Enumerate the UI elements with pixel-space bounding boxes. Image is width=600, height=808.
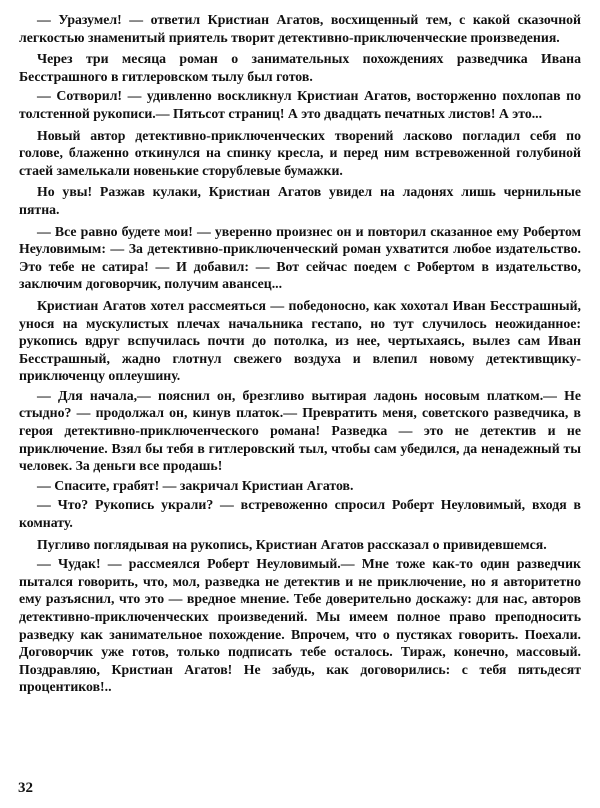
paragraph-3: — Сотворил! — удивленно воскликнул Кристиан Агатов, восторженно похлопав по толстенной рукописи.— Пятьсот страниц! А это двадцать печатных листов! А это...	[19, 88, 581, 121]
paragraph-7: Кристиан Агатов хотел рассмеяться — победоносно, как хохотал Иван Бесстрашный, унося на мускулистых плечах начальника гестапо, но тут случилось неожиданное: рукопись вдруг вспучилась почти до потолка, из нее, чертыхаясь, вылез сам Иван Бесстрашный, жадно глотнул свежего воздуха и влепил новому детективщику-приключенцу оплеушину.	[19, 297, 581, 384]
paragraph-11: Пугливо поглядывая на рукопись, Кристиан Агатов рассказал о привидевшемся.	[37, 536, 547, 552]
paragraph-6: — Все равно будете мои! — уверенно произнес он и повторил сказанное ему Робертом Неуловимым: — За детективно-приключенческий роман ухватится любое издательство. Это тебе не сатира! — И добавил: — Вот сейчас поедем с Робертом в издательство, заключим договорчик, получим авансец...	[19, 223, 581, 292]
paragraph-10: — Что? Рукопись украли? — встревоженно спросил Роберт Неуловимый, входя в комнату.	[19, 497, 581, 531]
paragraph-2: Через три месяца роман о занимательных похождениях разведчика Ивана Бесстрашного в гитлеровском тылу был готов.	[19, 51, 581, 84]
paragraph-9: — Спасите, грабят! — закричал Кристиан Агатов.	[37, 477, 354, 493]
paragraph-12: — Чудак! — рассмеялся Роберт Неуловимый.— Мне тоже как-то один разведчик пытался говорить, что, мол, разведка не детектив и не приключение, но я авторитетно ему разъяснил, что это — вредное мнение. Тебе доверительно доскажу: для нас, авторов детективно-приключенческих произведений. Мы имеем полное право преподносить разведку как занимательное похождение. Впрочем, что о пустяках говорить. Поехали. Договорчик уже готов, только подписать тебе осталось. Тираж, конечно, массовый. Поздравляю, Кристиан Агатов! Не забудь, как договорились: с тебя пятьдесят процентиков!..	[19, 556, 581, 695]
paragraph-5: Но увы! Разжав кулаки, Кристиан Агатов увидел на ладонях лишь чернильные пятна.	[19, 184, 581, 217]
page-body	[19, 11, 581, 698]
page-number: 32	[18, 780, 33, 796]
paragraph-4: Новый автор детективно-приключенческих творений ласково погладил себя по голове, блаженно откинулся на спинку кресла, и перед ним встревоженной голубиной стаей замелькали новенькие сторублевые бумажки.	[19, 127, 581, 178]
paragraph-8: — Для начала,— пояснил он, брезгливо вытирая ладонь носовым платком.— Не стыдно? — продолжал он, кинув платок.— Превратить меня, советского разведчика, в героя детективно-приключенческого романа! Разведка — это не детектив и не приключение. Взял бы тебя в гитлеровский тыл, чтобы сам убедился, да ненадежный ты человек. За деньги все продашь!	[19, 387, 581, 474]
paragraph-1: — Уразумел! — ответил Кристиан Агатов, восхищенный тем, с какой сказочной легкостью знаменитый приятель творит детективно-приключенческие произведения.	[19, 12, 581, 45]
